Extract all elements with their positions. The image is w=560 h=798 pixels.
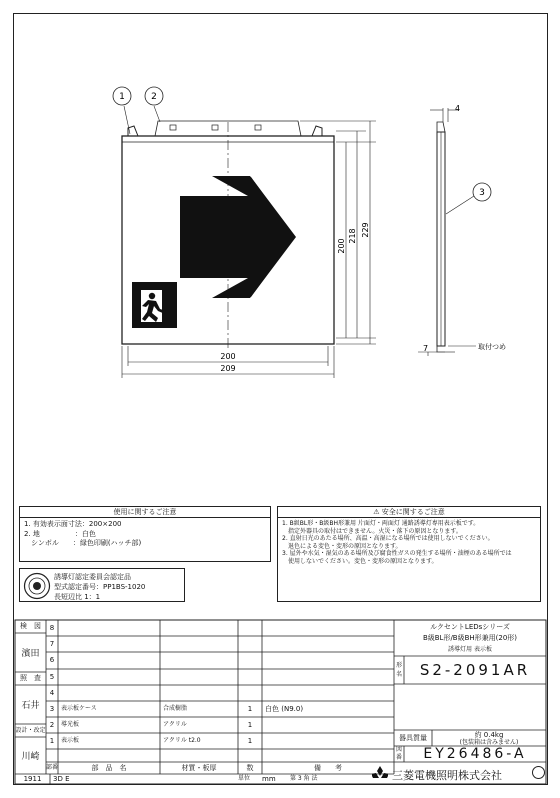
safety-notes-box — [277, 506, 541, 602]
model-number: S2-2091AR — [419, 661, 531, 679]
part-name-cell — [61, 669, 160, 685]
part-remark-cell: 白色 (N9.0) — [265, 704, 304, 713]
callout-3: 3 — [479, 188, 485, 198]
part-material-cell — [163, 652, 238, 669]
dim-209-width: 209 — [220, 364, 236, 373]
header-part-no: 部番 — [46, 764, 58, 772]
part-qty-cell — [238, 636, 262, 652]
part-material-cell — [163, 685, 238, 701]
part-remark-cell — [265, 669, 394, 685]
part-remark-cell — [265, 733, 394, 749]
approval-name-hamada: 濱田 — [21, 649, 40, 659]
approval-name-kawasaki: 川崎 — [21, 752, 40, 762]
approval-role-design: 設計・改定 — [15, 726, 46, 734]
model-line: B級BL形/B級BH形兼用(20形) — [422, 634, 518, 643]
part-no-cell: 4 — [49, 688, 55, 697]
cert-line-2: 型式認定番号：PP1BS-1020 — [54, 583, 146, 591]
safety-line-6: 使用しないでください。変色・変形の原因となります。 — [282, 557, 438, 565]
safety-line-2: 指定外器具の取付はできません。火災・落下の原因となります。 — [282, 527, 462, 535]
part-qty-cell: 1 — [247, 704, 253, 713]
cert-line-1: 誘導灯認定委員会認定品 — [54, 573, 131, 581]
footer-cad: 3D E — [53, 774, 70, 783]
part-no-cell: 5 — [49, 672, 55, 681]
part-qty-cell: 1 — [247, 720, 253, 729]
description: 誘導灯用 表示板 — [448, 645, 492, 653]
callout-1: 1 — [119, 92, 125, 102]
part-no-cell: 8 — [49, 623, 55, 632]
usage-line-2: 2. 地 ：白色 — [24, 530, 96, 539]
approval-role-review: 照 査 — [20, 674, 41, 683]
company-name: 三菱電機照明株式会社 — [392, 769, 502, 782]
part-qty-cell — [238, 620, 262, 636]
drawing-no-label: 図番 — [395, 746, 402, 761]
cert-line-3: 長短辺比 1：1 — [54, 593, 101, 601]
part-no-cell: 6 — [49, 656, 55, 665]
part-remark-cell — [265, 636, 394, 652]
part-material-cell — [163, 620, 238, 636]
dim-229-height: 229 — [361, 222, 370, 238]
usage-notes-box — [19, 506, 271, 562]
safety-notes-title: 安全に関するご注意 — [381, 508, 445, 516]
safety-line-4: 退色による変色・変形の原因となります。 — [282, 542, 402, 550]
unit-value: mm — [262, 774, 276, 783]
part-name-cell — [61, 685, 160, 701]
weight-value: 約 0.4kg — [474, 731, 504, 739]
type-label: 形名 — [395, 662, 402, 678]
part-name-cell: 表示板 — [61, 737, 80, 745]
part-remark-cell — [265, 685, 394, 701]
part-material-cell — [163, 636, 238, 652]
header-material: 材質・板厚 — [181, 763, 217, 772]
header-qty: 数 — [246, 763, 254, 772]
header-remark: 備 考 — [314, 763, 342, 772]
usage-line-3: シンボル ：緑色印刷(ハッチ部) — [24, 538, 142, 547]
dim-200-height: 200 — [337, 238, 346, 254]
safety-line-3: 2. 直射日光のあたる場所、高温・高湿になる場所では使用しないでください。 — [282, 535, 494, 542]
dim-200-width: 200 — [220, 352, 236, 361]
part-name-cell — [61, 636, 160, 652]
part-material-cell: アクリル t2.0 — [163, 737, 201, 745]
part-name-cell: 導光板 — [61, 721, 80, 729]
footer-date: 1911 — [23, 774, 42, 783]
approval-name-ishii: 石井 — [21, 701, 40, 711]
approval-role-check: 検 図 — [20, 622, 41, 631]
part-material-cell: 合成樹脂 — [163, 705, 188, 713]
warning-icon: ⚠ — [373, 508, 380, 516]
part-no-cell: 2 — [49, 720, 55, 729]
part-material-cell — [163, 669, 238, 685]
certification-box — [19, 568, 185, 602]
usage-notes-title: 使用に関するご注意 — [20, 507, 270, 518]
part-no-cell: 1 — [49, 736, 55, 745]
part-remark-cell — [265, 652, 394, 669]
unit-label: 単位 — [238, 775, 251, 783]
drawing-number: EY26486-A — [423, 746, 527, 762]
projection-method: 第 3 角 法 — [290, 775, 318, 783]
dim-7: 7 — [423, 344, 429, 353]
certification-seal-icon — [23, 572, 51, 600]
usage-line-1: 1. 有効表示面寸法：200×200 — [24, 520, 122, 528]
mount-claw-label: 取付つめ — [478, 343, 506, 351]
series-name: ルクセントLEDsシリーズ — [430, 623, 510, 632]
part-name-cell: 表示板ケース — [61, 705, 97, 713]
part-no-cell: 7 — [49, 639, 55, 648]
dim-218-height: 218 — [348, 228, 357, 244]
header-part-name: 部 品 名 — [91, 763, 127, 772]
part-material-cell: アクリル — [163, 721, 187, 729]
safety-line-1: 1. B級BL形・B級BH形兼用 片面灯・両面灯 通路誘導灯専用表示板です。 — [282, 520, 480, 527]
part-qty-cell: 1 — [247, 736, 253, 745]
safety-line-5: 3. 屋外や水気・湿気のある場所及び腐食性ガスの発生する場所・油煙のある場所では — [282, 550, 512, 557]
mitsubishi-logo-icon — [372, 766, 388, 780]
callout-2: 2 — [151, 92, 157, 102]
projection-circle — [532, 766, 545, 779]
part-no-cell: 3 — [49, 704, 55, 713]
part-name-cell — [61, 620, 160, 636]
dim-4: 4 — [455, 104, 461, 113]
part-qty-cell — [238, 669, 262, 685]
weight-note: (包装箱は含みません) — [459, 739, 519, 746]
part-qty-cell — [238, 685, 262, 701]
part-remark-cell — [265, 620, 394, 636]
part-qty-cell — [238, 652, 262, 669]
part-remark-cell — [265, 717, 394, 733]
weight-label: 器具質量 — [399, 733, 427, 742]
part-name-cell — [61, 652, 160, 669]
